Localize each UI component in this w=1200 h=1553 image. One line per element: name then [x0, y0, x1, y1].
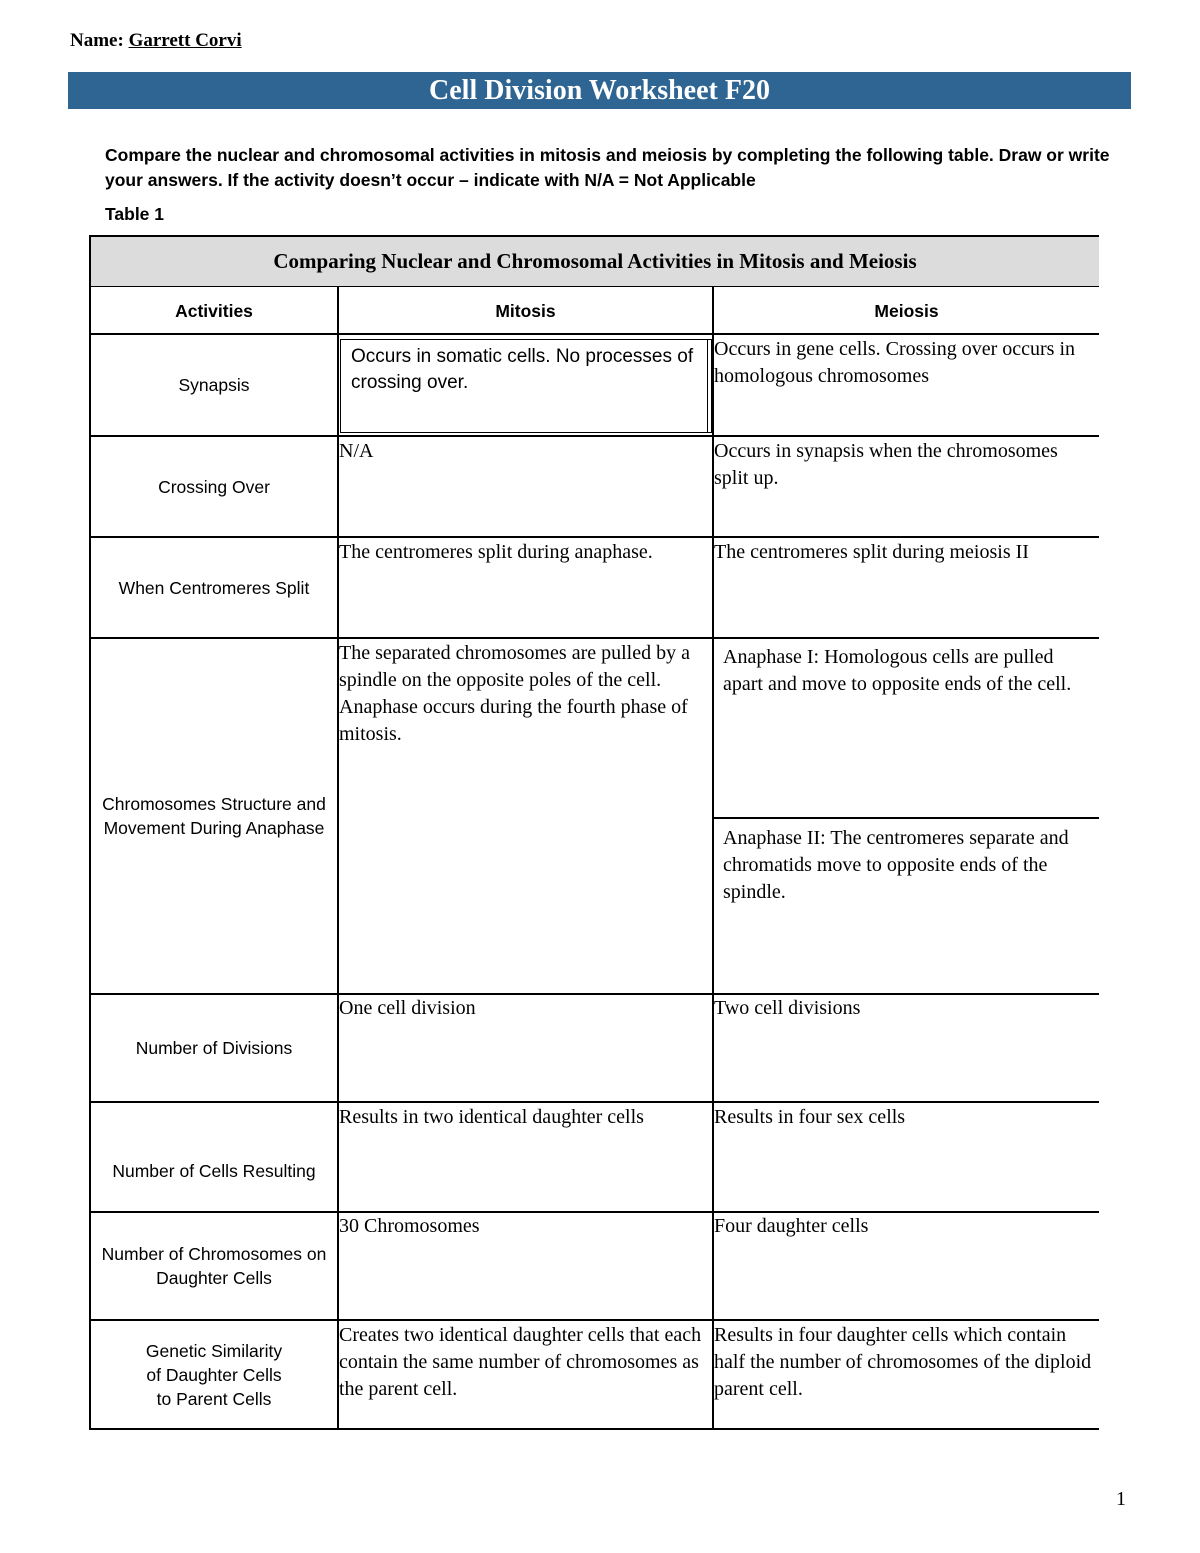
- meiosis-crossing-over: Occurs in synapsis when the chromosomes split up.: [714, 440, 1058, 489]
- student-name-line: [70, 30, 242, 52]
- meiosis-number-of-cells: Results in four sex cells: [714, 1106, 906, 1128]
- activity-synapsis: Synapsis: [178, 375, 250, 395]
- page-number: 1: [1116, 1488, 1126, 1510]
- mitosis-synapsis: Occurs in somatic cells. No processes of crossing over.: [351, 346, 694, 393]
- mitosis-number-of-chromosomes: 30 Chromosomes: [339, 1215, 480, 1237]
- name-value: Garrett Corvi: [128, 30, 242, 51]
- activity-number-of-divisions: Number of Divisions: [135, 1038, 293, 1058]
- mitosis-genetic-similarity: Creates two identical daughter cells that each contain the same number of chromosomes as the parent cell.: [339, 1324, 702, 1400]
- meiosis-synapsis: Occurs in gene cells. Crossing over occurs in homologous chromosomes: [714, 338, 1076, 387]
- column-header-activities: Activities: [175, 301, 253, 321]
- activity-number-of-chromosomes: Number of Chromosomes on Daughter Cells: [101, 1244, 327, 1288]
- instructions-text: Compare the nuclear and chromosomal activities in mitosis and meiosis by completing the following table. Draw or write your answers. If the activity doesn’t occur – indicate with N/A = Not Applicable: [105, 145, 1110, 190]
- activity-anaphase-movement: Chromosomes Structure and Movement During Anaphase: [102, 794, 326, 838]
- meiosis-centromeres-split: The centromeres split during meiosis II: [714, 541, 1029, 563]
- mitosis-number-of-cells: Results in two identical daughter cells: [339, 1106, 644, 1128]
- meiosis-anaphase-1: Anaphase I: Homologous cells are pulled apart and move to opposite ends of the cell.: [723, 646, 1072, 695]
- mitosis-anaphase: The separated chromosomes are pulled by a spindle on the opposite poles of the cell. Anaphase occurs during the fourth phase of mitosis.: [339, 642, 690, 745]
- mitosis-crossing-over: N/A: [339, 440, 374, 462]
- meiosis-genetic-similarity: Results in four daughter cells which contain half the number of chromosomes of the diploid parent cell.: [714, 1324, 1092, 1400]
- worksheet-title: Cell Division Worksheet F20: [68, 72, 1131, 109]
- meiosis-number-of-divisions: Two cell divisions: [714, 997, 861, 1019]
- activity-genetic-similarity: Genetic Similarity of Daughter Cells to Parent Cells: [145, 1340, 283, 1409]
- column-header-meiosis: Meiosis: [874, 301, 939, 321]
- activity-centromeres-split: When Centromeres Split: [118, 578, 310, 598]
- meiosis-anaphase-2: Anaphase II: The centromeres separate and chromatids move to opposite ends of the spindle.: [723, 827, 1069, 903]
- comparison-table: [89, 235, 1099, 1431]
- table-caption: Comparing Nuclear and Chromosomal Activities in Mitosis and Meiosis: [91, 237, 1099, 286]
- activity-crossing-over: Crossing Over: [158, 477, 270, 497]
- box-edge: [708, 339, 712, 433]
- mitosis-number-of-divisions: One cell division: [339, 997, 476, 1019]
- table-label: Table 1: [105, 204, 165, 224]
- name-label: Name:: [70, 30, 124, 51]
- column-header-mitosis: Mitosis: [495, 301, 556, 321]
- mitosis-centromeres-split: The centromeres split during anaphase.: [339, 541, 653, 563]
- activity-number-of-cells: Number of Cells Resulting: [112, 1161, 316, 1181]
- meiosis-number-of-chromosomes: Four daughter cells: [714, 1215, 869, 1237]
- table-border-bottom: [89, 1428, 1099, 1430]
- table-line-inner: [713, 817, 1099, 819]
